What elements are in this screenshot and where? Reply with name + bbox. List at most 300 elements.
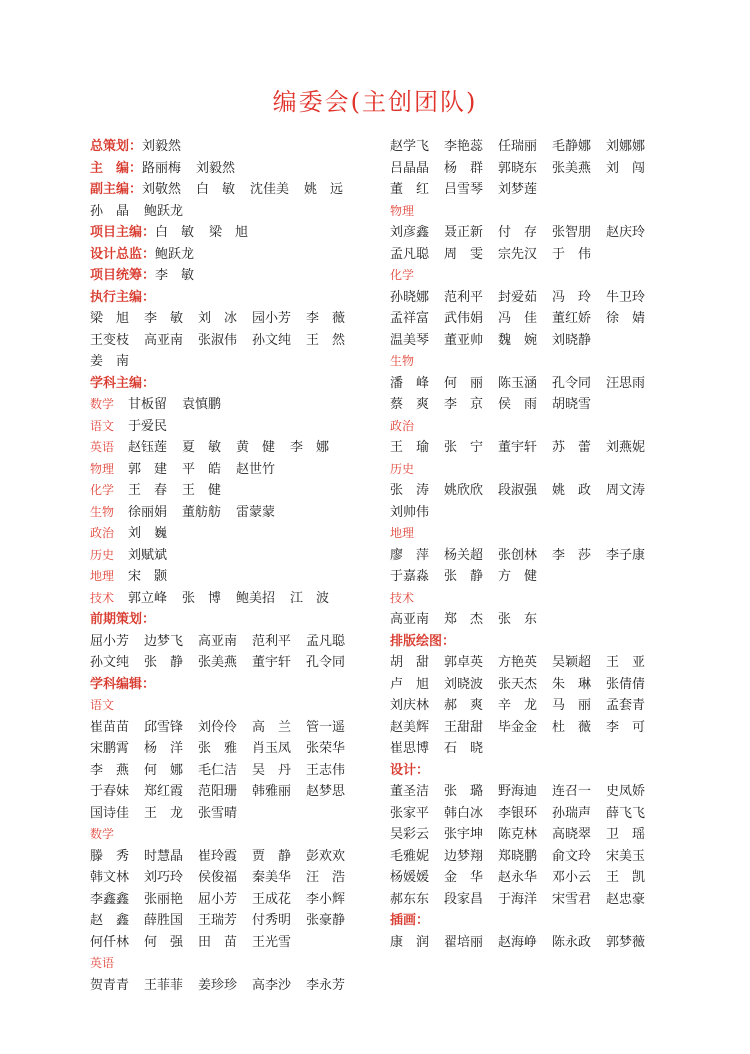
name-list — [128, 397, 221, 412]
person-name: 宋美玉 — [606, 848, 646, 864]
subject-label: 地理 — [90, 569, 115, 583]
person-name: 肖玉凤 — [252, 741, 292, 756]
name-list — [90, 634, 345, 649]
person-name: 袁慎鹏 — [182, 397, 222, 412]
person-name: 张 涛 — [390, 483, 430, 498]
credit-line — [390, 459, 662, 481]
person-name: 何仟林 — [90, 934, 130, 950]
person-name: 屈小芳 — [90, 633, 130, 649]
credit-line — [90, 523, 362, 545]
person-name: 高亚南 — [144, 332, 184, 348]
person-name: 刘梦莲 — [498, 182, 538, 197]
name-list — [155, 247, 194, 262]
credit-line — [90, 459, 362, 481]
credit-line — [90, 136, 362, 158]
person-name: 王 健 — [182, 483, 222, 498]
person-name: 卢 旭 — [390, 676, 430, 692]
person-name: 郝东东 — [390, 891, 430, 907]
name-list — [128, 526, 167, 541]
role-label: 设计： — [390, 762, 430, 778]
subject-label: 语文 — [90, 418, 115, 433]
name-list — [128, 569, 167, 584]
name-list — [90, 849, 345, 864]
subject-label: 技术 — [90, 590, 115, 605]
person-name: 方艳英 — [498, 655, 538, 670]
credit-line — [90, 588, 362, 610]
credit-line — [90, 244, 362, 266]
person-name: 张淑伟 — [198, 332, 238, 348]
person-name: 魏 婉 — [498, 332, 538, 348]
person-name: 赵学飞 — [390, 139, 430, 154]
person-name: 郑红霞 — [144, 784, 184, 799]
role-label: 总策划： — [90, 139, 143, 154]
credit-line — [390, 437, 662, 459]
person-name: 刘赋斌 — [128, 547, 168, 563]
person-name: 张 静 — [144, 655, 184, 670]
credit-line — [390, 609, 662, 631]
credit-line — [90, 158, 362, 180]
person-name: 雷蒙蒙 — [236, 504, 276, 520]
credit-line — [90, 932, 362, 954]
person-name: 李鑫鑫 — [90, 891, 130, 907]
subject-heading: 化学 — [390, 268, 415, 282]
person-name: 彭欢欢 — [306, 848, 346, 864]
credit-line — [90, 910, 362, 932]
credit-line — [390, 373, 662, 395]
person-name: 路丽梅 — [142, 160, 182, 176]
person-name: 史凤娇 — [606, 784, 646, 799]
person-name: 郭立峰 — [128, 590, 168, 606]
credit-line — [390, 545, 662, 567]
credit-line — [390, 652, 662, 674]
name-list — [390, 655, 645, 670]
person-name: 李小辉 — [306, 891, 346, 907]
name-list — [390, 161, 645, 176]
credit-line — [390, 824, 662, 846]
person-name: 于爱民 — [128, 418, 168, 434]
person-name: 毛仁洁 — [198, 762, 238, 778]
person-name: 侯俊福 — [198, 870, 238, 885]
name-list — [142, 182, 343, 197]
person-name: 王 然 — [306, 332, 346, 348]
person-name: 沈佳美 — [250, 182, 290, 197]
person-name: 翟培丽 — [444, 934, 484, 950]
person-name: 刘帅伟 — [390, 504, 430, 520]
person-name: 赵梦思 — [306, 784, 346, 799]
person-name: 廖 萍 — [390, 547, 430, 563]
person-name: 张 博 — [182, 590, 222, 606]
person-name: 金 华 — [444, 870, 484, 885]
person-name: 高 兰 — [252, 719, 292, 735]
credit-line — [390, 222, 662, 244]
credit-line — [390, 588, 662, 610]
person-name: 江 波 — [290, 590, 330, 606]
person-name: 平 皓 — [182, 461, 222, 477]
credit-line — [90, 437, 362, 459]
person-name: 吕晶晶 — [390, 160, 430, 176]
name-list — [390, 290, 645, 305]
credit-line — [90, 717, 362, 739]
name-list — [390, 569, 537, 584]
credit-line — [390, 803, 662, 825]
person-name: 李 莎 — [552, 547, 592, 563]
person-name: 薛飞飞 — [606, 805, 646, 821]
credit-line — [90, 760, 362, 782]
person-name: 武伟娟 — [444, 311, 484, 326]
credit-line — [90, 738, 362, 760]
person-name: 胡晓雪 — [552, 397, 592, 412]
person-name: 毕金金 — [498, 719, 538, 735]
name-list — [90, 892, 345, 907]
person-name: 刘 冰 — [198, 311, 238, 326]
person-name: 姚欣欣 — [444, 483, 484, 498]
person-name: 孟套青 — [606, 698, 646, 713]
person-name: 于 伟 — [552, 246, 592, 262]
person-name: 董宇轩 — [498, 440, 538, 455]
person-name: 于嘉淼 — [390, 569, 430, 584]
person-name: 郭卓英 — [444, 655, 484, 670]
person-name: 王志伟 — [306, 762, 346, 778]
subject-label: 化学 — [90, 483, 115, 497]
name-list — [390, 376, 645, 391]
person-name: 付秀明 — [252, 913, 292, 928]
credit-line — [390, 631, 662, 653]
person-name: 甘板留 — [128, 397, 168, 412]
person-name: 张天杰 — [498, 676, 538, 692]
person-name: 吕雪琴 — [444, 182, 484, 197]
person-name: 刘晓静 — [552, 332, 592, 348]
person-name: 刘毅然 — [142, 139, 182, 154]
person-name: 张倩倩 — [606, 676, 646, 692]
person-name: 段家昌 — [444, 891, 484, 907]
name-list — [128, 483, 221, 498]
name-list — [90, 333, 345, 348]
person-name: 孙文纯 — [252, 332, 292, 348]
person-name: 姚 远 — [304, 182, 344, 197]
name-list — [390, 311, 645, 326]
person-name: 姜珍珍 — [198, 977, 238, 993]
person-name: 鲍跃龙 — [144, 203, 184, 219]
person-name: 李子康 — [606, 547, 646, 563]
person-name: 于海洋 — [498, 891, 538, 907]
person-name: 张丽艳 — [144, 891, 184, 907]
person-name: 张 雅 — [198, 741, 238, 756]
role-label: 设计总监： — [90, 246, 156, 262]
person-name: 杨媛媛 — [390, 870, 430, 885]
person-name: 王 凯 — [606, 870, 646, 885]
credit-line — [90, 867, 362, 889]
person-name: 宋鹏霄 — [90, 741, 130, 756]
person-name: 时慧晶 — [144, 848, 184, 864]
person-name: 崔思博 — [390, 741, 430, 756]
person-name: 孟祥富 — [390, 311, 430, 326]
role-label: 排版绘图： — [390, 633, 456, 649]
credit-line — [90, 330, 362, 352]
name-list — [90, 806, 237, 821]
person-name: 田 苗 — [198, 934, 238, 950]
credit-line — [90, 373, 362, 395]
role-label: 主 编： — [90, 160, 143, 176]
role-label: 副主编： — [90, 182, 143, 197]
person-name: 周 雯 — [444, 246, 484, 262]
subject-label: 历史 — [90, 547, 115, 562]
person-name: 张美燕 — [198, 655, 238, 670]
person-name: 连召一 — [552, 784, 592, 799]
credit-line — [90, 265, 362, 287]
name-list — [390, 720, 645, 735]
person-name: 段淑强 — [498, 483, 538, 498]
person-name: 张 宁 — [444, 440, 484, 455]
name-list — [90, 784, 345, 799]
person-name: 贺青青 — [90, 977, 130, 993]
person-name: 于春妹 — [90, 784, 130, 799]
name-list — [90, 354, 129, 369]
person-name: 刘毅然 — [196, 160, 236, 176]
person-name: 滕 秀 — [90, 848, 130, 864]
person-name: 付 存 — [498, 225, 538, 240]
person-name: 孙 晶 — [90, 203, 130, 219]
person-name: 徐 婧 — [606, 311, 646, 326]
person-name: 鲍美招 — [236, 590, 276, 606]
person-name: 鲍跃龙 — [155, 246, 195, 262]
person-name: 温美琴 — [390, 332, 430, 348]
person-name: 夏 敏 — [182, 440, 222, 455]
person-name: 郑 杰 — [444, 612, 484, 627]
role-label: 学科主编： — [90, 375, 156, 391]
credit-line — [90, 889, 362, 911]
person-name: 范利平 — [252, 633, 292, 649]
credit-line — [390, 416, 662, 438]
credit-line — [90, 953, 362, 975]
name-list — [155, 268, 194, 283]
person-name: 杨关超 — [444, 547, 484, 563]
credit-line — [390, 846, 662, 868]
credit-line — [390, 502, 662, 524]
credit-line — [90, 201, 362, 223]
subject-label: 生物 — [90, 504, 115, 519]
person-name: 刘彦鑫 — [390, 225, 430, 240]
person-name: 董舫舫 — [182, 504, 222, 520]
person-name: 杨 洋 — [144, 741, 184, 756]
person-name: 管一遥 — [306, 719, 346, 735]
credit-line — [390, 158, 662, 180]
name-list — [90, 978, 345, 993]
person-name: 范阳珊 — [198, 784, 238, 799]
person-name: 孙文纯 — [90, 655, 130, 670]
credit-line — [90, 308, 362, 330]
name-list — [90, 311, 345, 326]
person-name: 苏 蕾 — [552, 440, 592, 455]
name-list — [390, 505, 429, 520]
credit-line — [90, 781, 362, 803]
credit-line — [90, 652, 362, 674]
right-column — [390, 136, 662, 953]
person-name: 胡 甜 — [390, 655, 430, 670]
person-name: 李 京 — [444, 397, 484, 412]
person-name: 冯 玲 — [552, 289, 592, 305]
person-name: 蔡 爽 — [390, 397, 430, 412]
subject-heading: 地理 — [390, 526, 415, 540]
person-name: 秦美华 — [252, 870, 292, 885]
name-list — [390, 677, 645, 692]
name-list — [390, 440, 645, 455]
role-label: 学科编辑： — [90, 676, 156, 692]
name-list — [390, 849, 645, 864]
credit-line — [390, 287, 662, 309]
name-list — [390, 139, 645, 154]
name-list — [90, 741, 345, 756]
person-name: 卫 瑶 — [606, 827, 646, 842]
person-name: 王 龙 — [144, 805, 184, 821]
person-name: 赵忠豪 — [606, 891, 646, 907]
person-name: 边梦翔 — [444, 848, 484, 864]
person-name: 宗先汉 — [498, 246, 538, 262]
person-name: 聂正新 — [444, 225, 484, 240]
person-name: 张美燕 — [552, 160, 592, 176]
person-name: 郭梦薇 — [606, 934, 646, 950]
subject-label: 政治 — [90, 526, 115, 540]
person-name: 高晓翠 — [552, 827, 592, 842]
person-name: 王甜甜 — [444, 719, 484, 735]
person-name: 侯 雨 — [498, 397, 538, 412]
subject-label: 物理 — [90, 461, 115, 476]
person-name: 赵 鑫 — [90, 913, 130, 928]
person-name: 董红娇 — [552, 311, 592, 326]
person-name: 吴颖超 — [552, 655, 592, 670]
person-name: 梁 旭 — [90, 311, 130, 326]
credit-line — [390, 695, 662, 717]
person-name: 李 敏 — [155, 268, 195, 283]
credit-line — [90, 394, 362, 416]
credit-line — [90, 416, 362, 438]
credit-line — [390, 201, 662, 223]
credit-line — [390, 136, 662, 158]
name-list — [390, 892, 645, 907]
name-list — [90, 204, 183, 219]
person-name: 孟凡聪 — [306, 633, 346, 649]
person-name: 李永芳 — [306, 977, 346, 993]
person-name: 孙瑞声 — [552, 805, 592, 821]
person-name: 董圣洁 — [390, 784, 430, 799]
person-name: 任瑞丽 — [498, 139, 538, 154]
person-name: 王光雪 — [252, 934, 292, 950]
person-name: 刘庆林 — [390, 698, 430, 713]
name-list — [128, 505, 275, 520]
person-name: 赵庆玲 — [606, 225, 646, 240]
subject-heading: 数学 — [90, 827, 115, 841]
person-name: 汪 浩 — [306, 870, 346, 885]
person-name: 张 东 — [498, 612, 538, 627]
name-list — [90, 870, 345, 885]
person-name: 杨 群 — [444, 160, 484, 176]
name-list — [90, 655, 345, 670]
subject-heading: 历史 — [390, 461, 415, 476]
name-list — [390, 870, 645, 885]
role-label: 插画： — [390, 913, 430, 928]
person-name: 姜 南 — [90, 354, 130, 369]
person-name: 园小芳 — [252, 311, 292, 326]
person-name: 梁 旭 — [209, 225, 249, 240]
person-name: 赵海峥 — [498, 934, 538, 950]
person-name: 潘 峰 — [390, 375, 430, 391]
name-list — [390, 612, 537, 627]
credit-line — [90, 502, 362, 524]
credit-line — [390, 932, 662, 954]
person-name: 李 燕 — [90, 762, 130, 778]
credit-line — [90, 287, 362, 309]
credit-line — [390, 889, 662, 911]
name-list — [128, 548, 167, 563]
page-title: 编委会(主创团队) — [272, 88, 478, 116]
name-list — [128, 591, 329, 606]
left-column — [90, 136, 362, 996]
person-name: 王瑞芳 — [198, 913, 238, 928]
person-name: 孟凡聪 — [390, 246, 430, 262]
subject-heading: 生物 — [390, 354, 415, 368]
subject-heading: 物理 — [390, 203, 415, 218]
name-list — [128, 419, 167, 434]
person-name: 黄 健 — [236, 440, 276, 455]
person-name: 张豪静 — [306, 913, 346, 928]
person-name: 张宇坤 — [444, 827, 484, 842]
person-name: 赵美辉 — [390, 719, 430, 735]
credit-line — [90, 803, 362, 825]
person-name: 屈小芳 — [198, 891, 238, 907]
person-name: 范利平 — [444, 289, 484, 305]
name-list — [390, 333, 591, 348]
credit-line — [90, 480, 362, 502]
person-name: 郭 建 — [128, 461, 168, 477]
credit-line — [390, 674, 662, 696]
person-name: 毛静娜 — [552, 139, 592, 154]
person-name: 王 亚 — [606, 655, 646, 670]
person-name: 陈克林 — [498, 827, 538, 842]
person-name: 张荣华 — [306, 741, 346, 756]
person-name: 赵永华 — [498, 870, 538, 885]
person-name: 白 敏 — [196, 182, 236, 197]
subject-heading: 政治 — [390, 418, 415, 433]
person-name: 朱 琳 — [552, 676, 592, 692]
credit-line — [90, 674, 362, 696]
credit-line — [390, 910, 662, 932]
person-name: 李 敏 — [144, 311, 184, 326]
subject-label: 英语 — [90, 440, 115, 454]
name-list — [390, 741, 483, 756]
subject-label: 数学 — [90, 397, 115, 411]
person-name: 王变枝 — [90, 332, 130, 348]
credit-line — [390, 480, 662, 502]
person-name: 边梦飞 — [144, 633, 184, 649]
person-name: 宋雪君 — [552, 891, 592, 907]
person-name: 封爱茹 — [498, 289, 538, 305]
person-name: 董 红 — [390, 182, 430, 197]
person-name: 野海迪 — [498, 784, 538, 799]
person-name: 韩白冰 — [444, 805, 484, 821]
name-list — [390, 784, 645, 799]
person-name: 刘伶伶 — [198, 719, 238, 735]
person-name: 张智朋 — [552, 225, 592, 240]
person-name: 张 静 — [444, 569, 484, 584]
name-list — [90, 763, 345, 778]
name-list — [90, 935, 291, 950]
credit-line — [90, 566, 362, 588]
person-name: 徐丽娟 — [128, 504, 168, 520]
role-label: 执行主编： — [90, 289, 156, 305]
person-name: 孔令同 — [306, 655, 346, 670]
name-list — [155, 225, 248, 240]
credit-line — [90, 631, 362, 653]
person-name: 刘娜娜 — [606, 139, 646, 154]
